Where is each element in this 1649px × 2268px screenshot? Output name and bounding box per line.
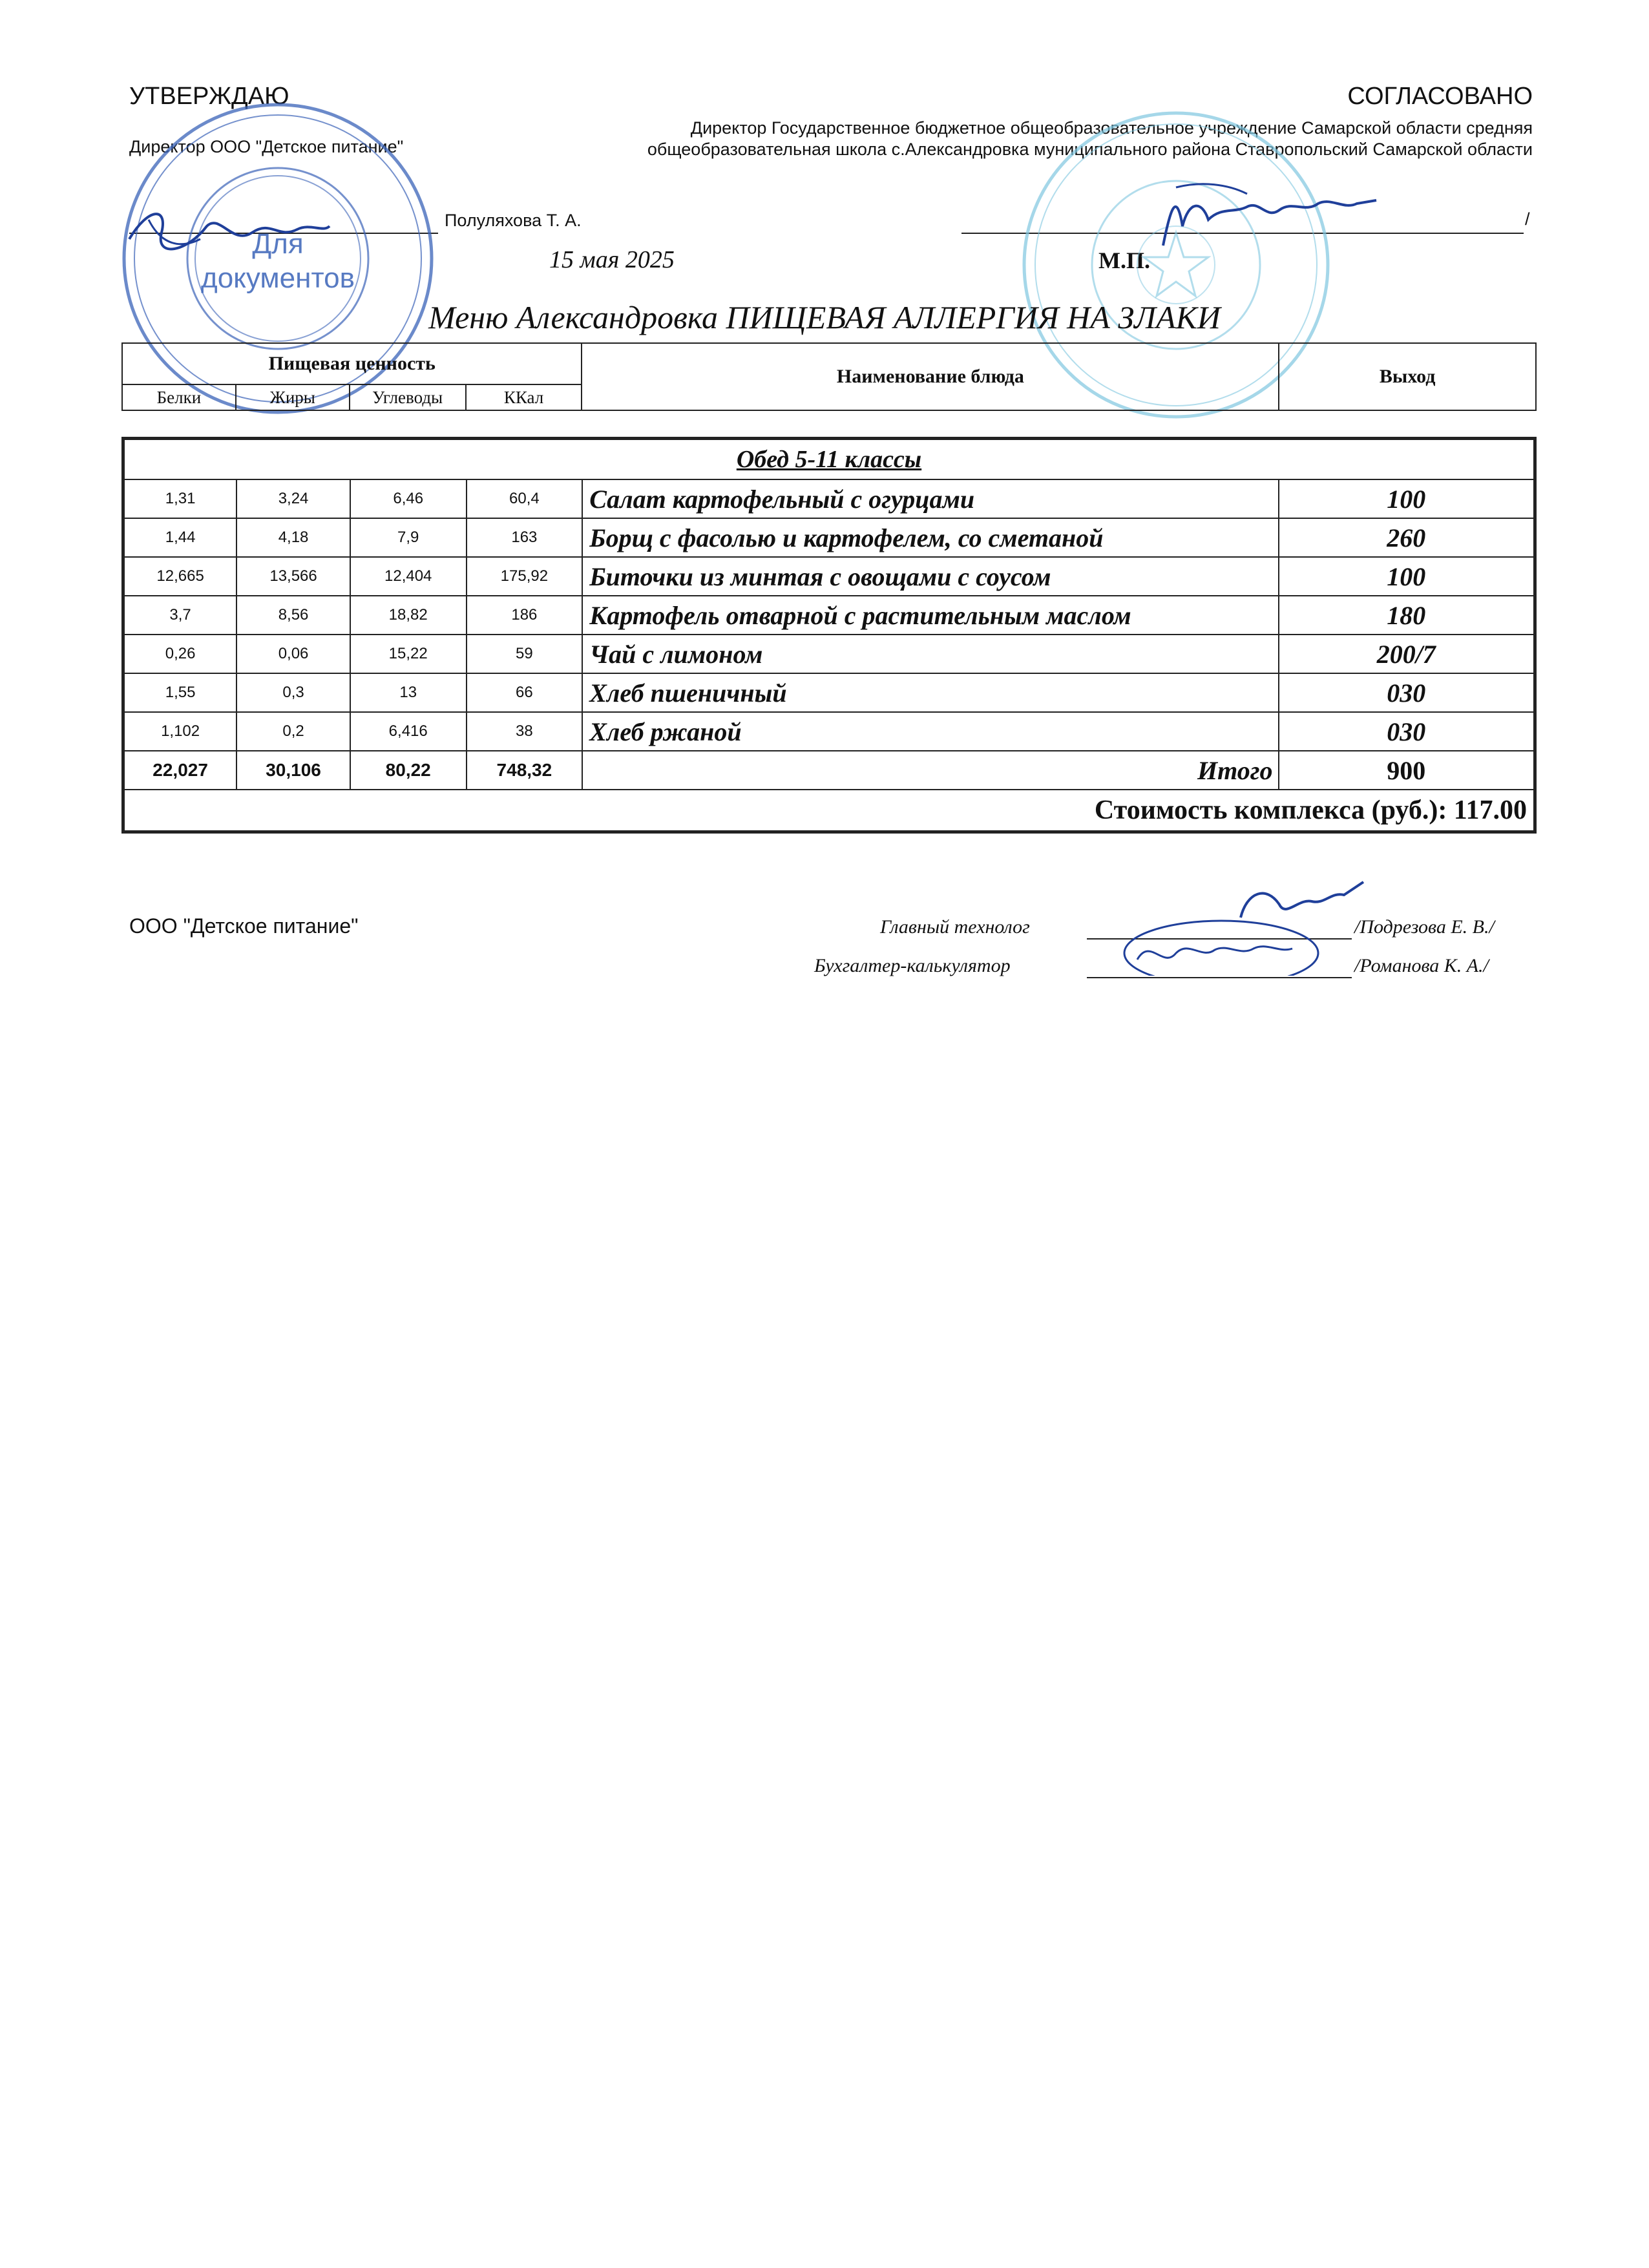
table-row: [123, 518, 1535, 557]
cell-dish-name: Хлеб ржаной: [582, 712, 1278, 751]
page-title: [0, 299, 1649, 336]
cell-dish-name: Картофель отварной с растительным маслом: [582, 596, 1278, 635]
cell-output: 030: [1279, 673, 1535, 712]
cell-carbs: 13: [350, 673, 467, 712]
table-row: [123, 596, 1535, 635]
total-label: Итого: [582, 751, 1278, 790]
agree-signature: [1150, 174, 1383, 258]
cell-dish-name: Чай с лимоном: [582, 635, 1278, 673]
menu-table: [121, 437, 1537, 834]
cell-carbs: 15,22: [350, 635, 467, 673]
cell-proteins: 1,31: [123, 479, 237, 518]
table-row: [123, 712, 1535, 751]
agree-heading: СОГЛАСОВАНО: [1347, 83, 1533, 110]
cell-output: 180: [1279, 596, 1535, 635]
cell-proteins: 3,7: [123, 596, 237, 635]
cell-kcal: 175,92: [467, 557, 583, 596]
cell-kcal: 163: [467, 518, 583, 557]
approve-name: Полуляхова Т. А.: [445, 211, 582, 230]
cell-kcal: 66: [467, 673, 583, 712]
footer-signatures: [1098, 879, 1370, 976]
header-table: [121, 342, 1537, 411]
cell-proteins: 1,55: [123, 673, 237, 712]
cell-carbs: 18,82: [350, 596, 467, 635]
accountant-signature-line: [1087, 977, 1352, 978]
approve-heading: УТВЕРЖДАЮ: [129, 83, 289, 110]
technologist-name: /Подрезова Е. В./: [1354, 916, 1495, 938]
header-nutrition: Пищевая ценность: [122, 343, 582, 384]
agree-slash: /: [1525, 209, 1530, 229]
header-output: Выход: [1279, 343, 1536, 410]
accountant-label: Бухгалтер-калькулятор: [814, 955, 1011, 976]
total-carbs: 80,22: [350, 751, 467, 790]
cell-kcal: 59: [467, 635, 583, 673]
stamp-text-2: документов: [201, 262, 355, 294]
stamp-text-1: Для: [252, 228, 304, 260]
cell-proteins: 1,102: [123, 712, 237, 751]
cell-carbs: 6,46: [350, 479, 467, 518]
cell-fats: 4,18: [236, 518, 350, 557]
approve-position: Директор ООО "Детское питание": [129, 137, 404, 156]
cell-carbs: 7,9: [350, 518, 467, 557]
cell-kcal: 38: [467, 712, 583, 751]
cell-dish-name: Хлеб пшеничный: [582, 673, 1278, 712]
table-row: [123, 673, 1535, 712]
technologist-label: Главный технолог: [880, 916, 1030, 938]
section-title: Обед 5-11 классы: [123, 439, 1535, 480]
total-row: [123, 751, 1535, 790]
cell-fats: 0,06: [236, 635, 350, 673]
cell-output: 100: [1279, 479, 1535, 518]
total-kcal: 748,32: [467, 751, 583, 790]
header-kcal: ККал: [466, 384, 582, 410]
header-carbs: Углеводы: [350, 384, 466, 410]
cell-fats: 8,56: [236, 596, 350, 635]
table-row: [123, 557, 1535, 596]
table-row: [123, 635, 1535, 673]
table-row: [123, 479, 1535, 518]
cell-fats: 0,3: [236, 673, 350, 712]
cell-carbs: 12,404: [350, 557, 467, 596]
total-output: 900: [1279, 751, 1535, 790]
cell-output: 030: [1279, 712, 1535, 751]
cell-proteins: 0,26: [123, 635, 237, 673]
complex-cost: Стоимость комплекса (руб.): 117.00: [123, 790, 1535, 832]
cell-dish-name: Салат картофельный с огурцами: [582, 479, 1278, 518]
total-proteins: 22,027: [123, 751, 237, 790]
page-title-text: Меню Александровка ПИЩЕВАЯ АЛЛЕРГИЯ НА ЗЛАКИ: [428, 299, 1221, 335]
stamp-place-label: М.П.: [1098, 247, 1150, 273]
cell-dish-name: Биточки из минтая с овощами с соусом: [582, 557, 1278, 596]
agree-position: Директор Государственное бюджетное общеобразовательное учреждение Самарской области средняя общеобразовательная школа с.Александровка муниципального района Ставропольский Самарской области: [647, 118, 1533, 160]
cell-dish-name: Борщ с фасолью и картофелем, со сметаной: [582, 518, 1278, 557]
footer-company: ООО "Детское питание": [129, 914, 359, 938]
cell-kcal: 186: [467, 596, 583, 635]
cell-carbs: 6,416: [350, 712, 467, 751]
header-proteins: Белки: [122, 384, 236, 410]
cell-kcal: 60,4: [467, 479, 583, 518]
cell-fats: 13,566: [236, 557, 350, 596]
cell-output: 100: [1279, 557, 1535, 596]
cell-proteins: 1,44: [123, 518, 237, 557]
cell-output: 260: [1279, 518, 1535, 557]
header-dish-name: Наименование блюда: [582, 343, 1279, 410]
total-fats: 30,106: [236, 751, 350, 790]
approve-signature: [123, 194, 336, 265]
header-fats: Жиры: [236, 384, 350, 410]
cell-output: 200/7: [1279, 635, 1535, 673]
accountant-name: /Романова К. А./: [1354, 955, 1489, 976]
cell-proteins: 12,665: [123, 557, 237, 596]
cell-fats: 3,24: [236, 479, 350, 518]
approve-date: 15 мая 2025: [549, 246, 675, 273]
cell-fats: 0,2: [236, 712, 350, 751]
